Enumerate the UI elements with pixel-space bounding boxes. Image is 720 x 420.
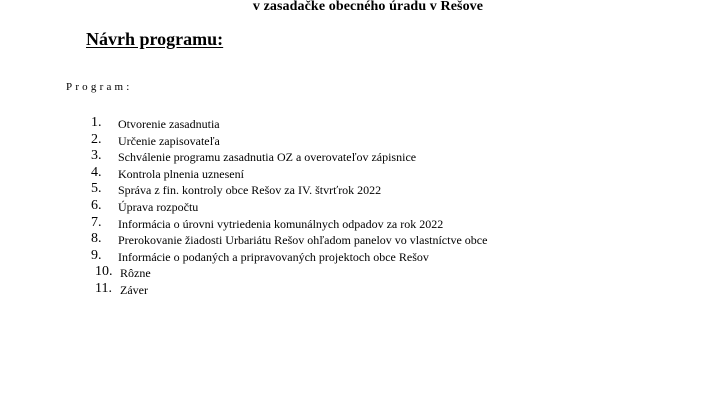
agenda-item-text: Úprava rozpočtu bbox=[118, 199, 199, 214]
agenda-item-number: 9. bbox=[91, 247, 102, 263]
meeting-location-heading bbox=[0, 0, 720, 15]
agenda-item-text: Informácia o úrovni vytriedenia komunálnych odpadov za rok 2022 bbox=[118, 216, 444, 231]
agenda-item bbox=[0, 282, 720, 299]
agenda-item-number: 11. bbox=[95, 280, 112, 296]
agenda-item-text: Schválenie programu zasadnutia OZ a overovateľov zápisnice bbox=[118, 150, 417, 165]
agenda-item-number: 8. bbox=[91, 231, 102, 247]
agenda-item bbox=[0, 265, 720, 282]
agenda-item-number: 1. bbox=[91, 115, 102, 130]
agenda-item-text: Kontrola plnenia uznesení bbox=[118, 166, 244, 181]
agenda-item bbox=[0, 249, 720, 266]
agenda-item-text: Záver bbox=[120, 282, 148, 297]
meeting-location-text: v zasadačke obecného úradu v Rešove bbox=[252, 0, 484, 14]
program-label: Program: bbox=[66, 81, 133, 93]
agenda-item-text: Informácie o podaných a pripravovaných projektoch obce Rešov bbox=[118, 249, 429, 264]
agenda-item bbox=[0, 199, 720, 216]
agenda-item-text: Otvorenie zasadnutia bbox=[118, 117, 220, 131]
agenda-item bbox=[0, 133, 720, 150]
agenda-item-number: 4. bbox=[91, 164, 102, 180]
agenda-item-number: 2. bbox=[91, 131, 102, 147]
agenda-item bbox=[0, 232, 720, 249]
agenda-item bbox=[0, 216, 720, 233]
agenda-item-text: Rôzne bbox=[120, 266, 151, 281]
agenda-item-number: 10. bbox=[95, 264, 113, 280]
agenda-list bbox=[0, 116, 720, 299]
agenda-item-text: Správa z fin. kontroly obce Rešov za IV. štvrťrok 2022 bbox=[118, 183, 382, 198]
agenda-item bbox=[0, 116, 720, 133]
agenda-item-text: Prerokovanie žiadosti Urbariátu Rešov ohľadom panelov vo vlastníctve obce bbox=[118, 233, 488, 248]
agenda-item bbox=[0, 182, 720, 199]
agenda-item-number: 3. bbox=[91, 148, 102, 164]
agenda-item-text: Určenie zapisovateľa bbox=[118, 133, 220, 148]
draft-program-title: Návrh programu: bbox=[86, 29, 224, 49]
agenda-item bbox=[0, 166, 720, 183]
agenda-item-number: 5. bbox=[91, 181, 102, 197]
agenda-item-number: 7. bbox=[91, 214, 102, 230]
agenda-item-number: 6. bbox=[91, 197, 102, 213]
agenda-item bbox=[0, 149, 720, 166]
